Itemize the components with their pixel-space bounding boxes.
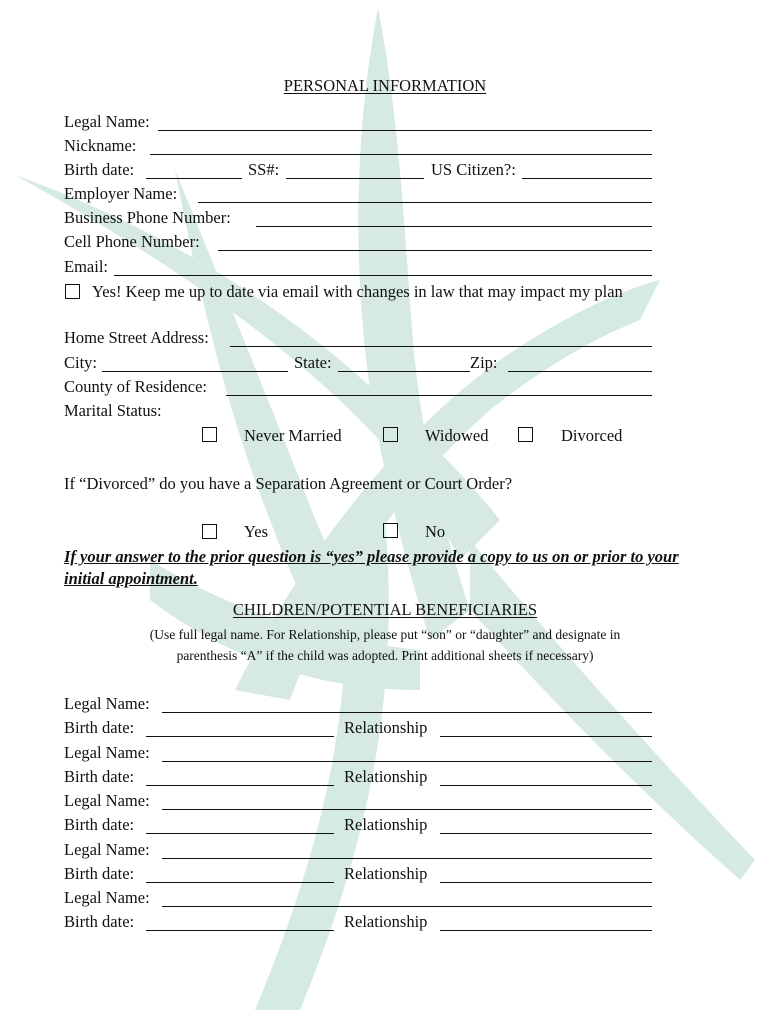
child-birth-relationship-row xyxy=(0,912,770,934)
birth-date-label: Birth date: xyxy=(64,160,135,179)
child-birth-relationship-row xyxy=(0,864,770,886)
children-title: CHILDREN/POTENTIAL BENEFICIARIES xyxy=(232,600,538,619)
nickname-row xyxy=(0,136,770,158)
city-state-zip-row xyxy=(0,353,770,375)
business-phone-label: Business Phone Number: xyxy=(64,208,231,227)
child-birth-date-field[interactable] xyxy=(146,860,334,883)
child-legal-name-field[interactable] xyxy=(162,836,652,859)
personal-info-title: PERSONAL INFORMATION xyxy=(283,76,487,95)
zip-label: Zip: xyxy=(470,353,498,372)
home-address-row xyxy=(0,328,770,350)
city-label: City: xyxy=(64,353,98,372)
child-relationship-label: Relationship xyxy=(344,815,428,834)
child-birth-date-field[interactable] xyxy=(146,811,334,834)
child-relationship-label: Relationship xyxy=(344,767,428,786)
widowed-checkbox[interactable] xyxy=(383,427,398,442)
child-legal-name-field[interactable] xyxy=(162,884,652,907)
child-legal-name-row xyxy=(0,694,770,716)
child-legal-name-row xyxy=(0,888,770,910)
legal-name-field[interactable] xyxy=(158,108,652,131)
answer-no-checkbox[interactable] xyxy=(383,523,398,538)
marital-options-row xyxy=(0,426,770,448)
child-legal-name-row xyxy=(0,791,770,813)
never-married-checkbox[interactable] xyxy=(202,427,217,442)
child-relationship-label: Relationship xyxy=(344,912,428,931)
child-relationship-label: Relationship xyxy=(344,864,428,883)
employer-field[interactable] xyxy=(198,180,652,203)
child-legal-name-label: Legal Name: xyxy=(64,743,150,762)
child-birth-date-label: Birth date: xyxy=(64,815,135,834)
child-birth-date-label: Birth date: xyxy=(64,767,135,786)
business-phone-field[interactable] xyxy=(256,204,652,227)
child-relationship-field[interactable] xyxy=(440,714,652,737)
divorced-label: Divorced xyxy=(561,426,623,445)
divorced-question-row xyxy=(0,474,770,496)
employer-row xyxy=(0,184,770,206)
child-legal-name-row xyxy=(0,743,770,765)
answer-no-label: No xyxy=(425,522,446,541)
legal-name-row xyxy=(0,112,770,134)
answer-yes-label: Yes xyxy=(244,522,269,541)
child-legal-name-field[interactable] xyxy=(162,787,652,810)
marital-status-row xyxy=(0,401,770,423)
child-relationship-field[interactable] xyxy=(440,811,652,834)
child-legal-name-row xyxy=(0,840,770,862)
children-instructions-2: parenthesis “A” if the child was adopted. Print additional sheets if necessary) xyxy=(176,648,594,663)
child-birth-relationship-row xyxy=(0,767,770,789)
nickname-field[interactable] xyxy=(150,132,652,155)
cell-phone-field[interactable] xyxy=(218,228,652,251)
child-legal-name-field[interactable] xyxy=(162,690,652,713)
cell-phone-row xyxy=(0,232,770,254)
child-birth-date-field[interactable] xyxy=(146,714,334,737)
zip-field[interactable] xyxy=(508,349,652,372)
child-birth-relationship-row xyxy=(0,815,770,837)
child-relationship-field[interactable] xyxy=(440,908,652,931)
legal-name-label: Legal Name: xyxy=(64,112,150,131)
child-legal-name-label: Legal Name: xyxy=(64,791,150,810)
never-married-label: Never Married xyxy=(244,426,342,445)
email-label: Email: xyxy=(64,257,108,276)
child-birth-relationship-row xyxy=(0,718,770,740)
widowed-label: Widowed xyxy=(425,426,489,445)
nickname-label: Nickname: xyxy=(64,136,137,155)
birth-ss-citizen-row xyxy=(0,160,770,182)
child-legal-name-label: Legal Name: xyxy=(64,694,150,713)
email-optin-label: Yes! Keep me up to date via email with changes in law that may impact my plan xyxy=(92,282,623,301)
child-relationship-label: Relationship xyxy=(344,718,428,737)
divorced-checkbox[interactable] xyxy=(518,427,533,442)
child-birth-date-label: Birth date: xyxy=(64,912,135,931)
marital-status-label: Marital Status: xyxy=(64,401,162,420)
us-citizen-label: US Citizen?: xyxy=(431,160,516,179)
cell-phone-label: Cell Phone Number: xyxy=(64,232,200,251)
child-legal-name-label: Legal Name: xyxy=(64,888,150,907)
county-field[interactable] xyxy=(226,373,652,396)
state-label: State: xyxy=(294,353,332,372)
email-optin-row xyxy=(0,282,770,304)
state-field[interactable] xyxy=(338,349,470,372)
birth-date-field[interactable] xyxy=(146,156,242,179)
child-relationship-field[interactable] xyxy=(440,763,652,786)
child-birth-date-field[interactable] xyxy=(146,908,334,931)
home-address-label: Home Street Address: xyxy=(64,328,209,347)
divorced-question-label: If “Divorced” do you have a Separation Agreement or Court Order? xyxy=(64,474,513,493)
employer-label: Employer Name: xyxy=(64,184,178,203)
county-label: County of Residence: xyxy=(64,377,207,396)
ss-label: SS#: xyxy=(248,160,280,179)
county-row xyxy=(0,377,770,399)
child-birth-date-label: Birth date: xyxy=(64,864,135,883)
email-optin-checkbox[interactable] xyxy=(65,284,80,299)
email-field[interactable] xyxy=(114,253,652,276)
child-relationship-field[interactable] xyxy=(440,860,652,883)
divorced-answer-row xyxy=(0,522,770,544)
ss-field[interactable] xyxy=(286,156,424,179)
answer-yes-checkbox[interactable] xyxy=(202,524,217,539)
child-legal-name-field[interactable] xyxy=(162,739,652,762)
email-row xyxy=(0,257,770,279)
us-citizen-field[interactable] xyxy=(522,156,652,179)
business-phone-row xyxy=(0,208,770,230)
home-address-field[interactable] xyxy=(230,324,652,347)
city-field[interactable] xyxy=(102,349,288,372)
copy-note: If your answer to the prior question is “yes” please provide a copy to us on or prior to your initial appointment. xyxy=(64,547,679,588)
children-instructions-1: (Use full legal name. For Relationship, please put “son” or “daughter” and designate in xyxy=(149,627,621,642)
child-birth-date-field[interactable] xyxy=(146,763,334,786)
child-birth-date-label: Birth date: xyxy=(64,718,135,737)
child-legal-name-label: Legal Name: xyxy=(64,840,150,859)
